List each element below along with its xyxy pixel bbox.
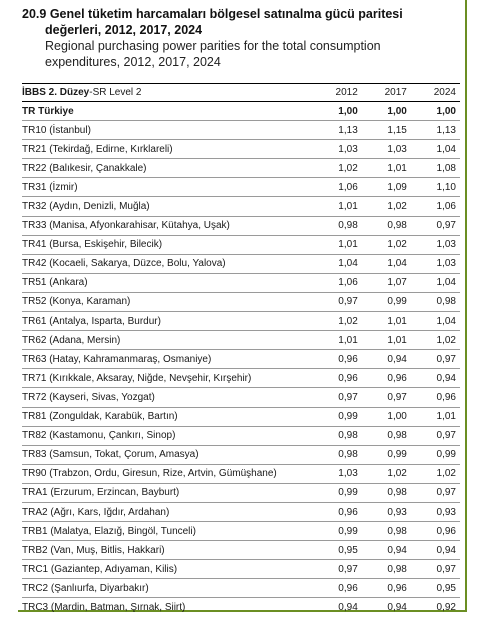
table-row <box>22 502 460 521</box>
value-2017-cell: 1,07 <box>362 273 411 292</box>
value-2024-cell: 0,93 <box>411 502 460 521</box>
region-name-cell: TR51 (Ankara) <box>22 273 313 292</box>
value-2012-cell: 0,97 <box>313 388 362 407</box>
table-header-block <box>22 6 462 70</box>
region-name-cell: TR21 (Tekirdağ, Edirne, Kırklareli) <box>22 140 313 159</box>
value-2024-cell: 0,96 <box>411 522 460 541</box>
value-2024-cell: 1,03 <box>411 254 460 273</box>
table-row <box>22 140 460 159</box>
table-row <box>22 560 460 579</box>
value-2017-cell: 0,96 <box>362 369 411 388</box>
value-2017-cell: 1,00 <box>362 407 411 426</box>
table-row <box>22 197 460 216</box>
region-name-cell: TR83 (Samsun, Tokat, Çorum, Amasya) <box>22 445 313 464</box>
value-2017-cell: 0,94 <box>387 601 407 613</box>
value-2024-cell: 0,94 <box>411 541 460 560</box>
value-2017-cell: 1,15 <box>362 121 411 140</box>
value-2024-cell: 0,97 <box>411 216 460 235</box>
table-number: 20.9 <box>22 7 47 21</box>
table-row <box>22 254 460 273</box>
value-2012-cell: 0,99 <box>313 522 362 541</box>
table-row <box>22 369 460 388</box>
value-2024-cell: 0,97 <box>411 426 460 445</box>
value-2012-cell: 0,95 <box>313 541 362 560</box>
table-row <box>22 121 460 140</box>
value-2012-cell: 0,98 <box>313 216 362 235</box>
value-2012-cell: 0,96 <box>313 502 362 521</box>
value-2012-cell: 0,98 <box>313 445 362 464</box>
value-2017-cell: 0,94 <box>362 541 411 560</box>
region-name-cell: TRC3 (Mardin, Batman, Şırnak, Siirt) <box>22 601 186 613</box>
value-2017-cell: 1,00 <box>362 102 411 121</box>
value-2012-cell: 1,06 <box>313 273 362 292</box>
table-row <box>22 350 460 369</box>
table-row <box>22 464 460 483</box>
value-2017-cell: 0,99 <box>362 445 411 464</box>
value-2012-cell: 0,99 <box>313 407 362 426</box>
value-2012-cell: 0,96 <box>313 369 362 388</box>
title-en-line2: expenditures, 2012, 2017, 2024 <box>45 55 221 69</box>
value-2012-cell: 1,00 <box>313 102 362 121</box>
value-2024-cell: 0,96 <box>411 388 460 407</box>
region-name-cell: TRC2 (Şanlıurfa, Diyarbakır) <box>22 579 313 598</box>
value-2012-cell: 1,01 <box>313 235 362 254</box>
table-row <box>22 407 460 426</box>
title-turkish <box>22 6 462 38</box>
value-2024-cell: 1,04 <box>411 312 460 331</box>
value-2024-cell: 1,03 <box>411 235 460 254</box>
table-row <box>22 388 460 407</box>
region-name-cell: TR32 (Aydın, Denizli, Muğla) <box>22 197 313 216</box>
region-name-cell: TR71 (Kırıkkale, Aksaray, Niğde, Nevşehir, Kırşehir) <box>22 369 313 388</box>
value-2012-cell: 0,99 <box>313 483 362 502</box>
value-2012-cell: 1,13 <box>313 121 362 140</box>
value-2024-cell: 1,02 <box>411 331 460 350</box>
region-name-cell: TR72 (Kayseri, Sivas, Yozgat) <box>22 388 313 407</box>
value-2024-cell: 0,92 <box>436 601 456 613</box>
value-2017-cell: 1,03 <box>362 140 411 159</box>
value-2012-cell: 1,06 <box>313 178 362 197</box>
region-name-cell: TRB2 (Van, Muş, Bitlis, Hakkari) <box>22 541 313 560</box>
value-2017-cell: 1,01 <box>362 312 411 331</box>
value-2017-cell: 0,98 <box>362 483 411 502</box>
value-2017-cell: 0,99 <box>362 292 411 311</box>
region-name-cell: TRC1 (Gaziantep, Adıyaman, Kilis) <box>22 560 313 579</box>
region-name-cell: TR52 (Konya, Karaman) <box>22 292 313 311</box>
table-row <box>22 273 460 292</box>
value-2017-cell: 1,02 <box>362 197 411 216</box>
value-2024-cell: 1,04 <box>411 140 460 159</box>
value-2017-cell: 1,09 <box>362 178 411 197</box>
region-name-cell: TRB1 (Malatya, Elazığ, Bingöl, Tunceli) <box>22 522 313 541</box>
value-2012-cell: 0,97 <box>313 560 362 579</box>
region-name-cell: TR22 (Balıkesir, Çanakkale) <box>22 159 313 178</box>
value-2024-cell: 1,02 <box>411 464 460 483</box>
table-row <box>22 445 460 464</box>
value-2024-cell: 1,04 <box>411 273 460 292</box>
table-row <box>22 541 460 560</box>
value-2024-cell: 0,98 <box>411 292 460 311</box>
value-2024-cell: 0,97 <box>411 350 460 369</box>
value-2024-cell: 1,13 <box>411 121 460 140</box>
table-row <box>22 312 460 331</box>
value-2012-cell: 0,97 <box>313 292 362 311</box>
region-name-cell: TR82 (Kastamonu, Çankırı, Sinop) <box>22 426 313 445</box>
table-row <box>22 178 460 197</box>
region-name-cell: TRA1 (Erzurum, Erzincan, Bayburt) <box>22 483 313 502</box>
title-tr-line1: Genel tüketim harcamaları bölgesel satınalma gücü paritesi <box>49 7 403 21</box>
value-2017-cell: 0,98 <box>362 560 411 579</box>
title-en-line1: Regional purchasing power parities for the total consumption <box>45 39 381 53</box>
value-2024-cell: 0,97 <box>411 560 460 579</box>
table-row <box>22 426 460 445</box>
table-row <box>22 483 460 502</box>
column-header-2012: 2012 <box>313 84 362 102</box>
region-name-cell: TR33 (Manisa, Afyonkarahisar, Kütahya, Uşak) <box>22 216 313 235</box>
value-2017-cell: 0,96 <box>362 579 411 598</box>
table-row <box>22 235 460 254</box>
value-2017-cell: 1,02 <box>362 464 411 483</box>
value-2024-cell: 0,99 <box>411 445 460 464</box>
value-2012-cell: 1,01 <box>313 197 362 216</box>
region-name-cell: TR42 (Kocaeli, Sakarya, Düzce, Bolu, Yalova) <box>22 254 313 273</box>
value-2024-cell: 1,06 <box>411 197 460 216</box>
table-row <box>22 292 460 311</box>
table-row <box>22 579 460 598</box>
value-2017-cell: 0,98 <box>362 426 411 445</box>
value-2017-cell: 1,04 <box>362 254 411 273</box>
value-2017-cell: 0,94 <box>362 350 411 369</box>
value-2017-cell: 1,01 <box>362 159 411 178</box>
column-header-2024: 2024 <box>411 84 460 102</box>
value-2017-cell: 1,01 <box>362 331 411 350</box>
level-en-label: -SR Level 2 <box>89 87 142 98</box>
region-name-cell: TR90 (Trabzon, Ordu, Giresun, Rize, Artvin, Gümüşhane) <box>22 464 313 483</box>
value-2012-cell: 1,03 <box>313 464 362 483</box>
title-tr-line2: değerleri, 2012, 2017, 2024 <box>45 23 203 37</box>
ppp-table <box>22 83 460 617</box>
table-row <box>22 522 460 541</box>
value-2024-cell: 1,00 <box>411 102 460 121</box>
value-2024-cell: 0,97 <box>411 483 460 502</box>
value-2012-cell: 0,98 <box>313 426 362 445</box>
region-name-cell: TR61 (Antalya, Isparta, Burdur) <box>22 312 313 331</box>
value-2012-cell: 1,01 <box>313 331 362 350</box>
table-row <box>22 598 460 617</box>
value-2024-cell: 1,10 <box>411 178 460 197</box>
region-name-cell: TR31 (İzmir) <box>22 178 313 197</box>
region-name-cell: TRA2 (Ağrı, Kars, Iğdır, Ardahan) <box>22 502 313 521</box>
table-body <box>22 102 460 617</box>
column-header-2017: 2017 <box>362 84 411 102</box>
value-2017-cell: 0,93 <box>362 502 411 521</box>
value-2017-cell: 0,98 <box>362 522 411 541</box>
value-2024-cell: 1,01 <box>411 407 460 426</box>
value-2012-cell: 1,02 <box>313 159 362 178</box>
table-row <box>22 216 460 235</box>
value-2024-cell: 1,08 <box>411 159 460 178</box>
value-2012-cell: 0,94 <box>338 601 358 613</box>
value-2017-cell: 0,97 <box>362 388 411 407</box>
table-row <box>22 331 460 350</box>
value-2012-cell: 1,02 <box>313 312 362 331</box>
region-name-cell: TR41 (Bursa, Eskişehir, Bilecik) <box>22 235 313 254</box>
value-2012-cell: 1,04 <box>313 254 362 273</box>
table-row <box>22 159 460 178</box>
table-row-total <box>22 102 460 121</box>
value-2012-cell: 1,03 <box>313 140 362 159</box>
level-tr-label: İBBS 2. Düzey <box>22 87 90 98</box>
region-name-cell: TR62 (Adana, Mersin) <box>22 331 313 350</box>
region-name-cell: TR63 (Hatay, Kahramanmaraş, Osmaniye) <box>22 350 313 369</box>
column-header-region <box>22 84 313 102</box>
value-2017-cell: 1,02 <box>362 235 411 254</box>
table-header-row <box>22 84 460 102</box>
value-2024-cell: 0,94 <box>411 369 460 388</box>
value-2012-cell: 0,96 <box>313 350 362 369</box>
value-2012-cell: 0,96 <box>313 579 362 598</box>
region-name-cell: TR Türkiye <box>22 102 313 121</box>
region-name-cell: TR10 (İstanbul) <box>22 121 313 140</box>
value-2024-cell: 0,95 <box>411 579 460 598</box>
region-name-cell: TR81 (Zonguldak, Karabük, Bartın) <box>22 407 313 426</box>
value-2017-cell: 0,98 <box>362 216 411 235</box>
